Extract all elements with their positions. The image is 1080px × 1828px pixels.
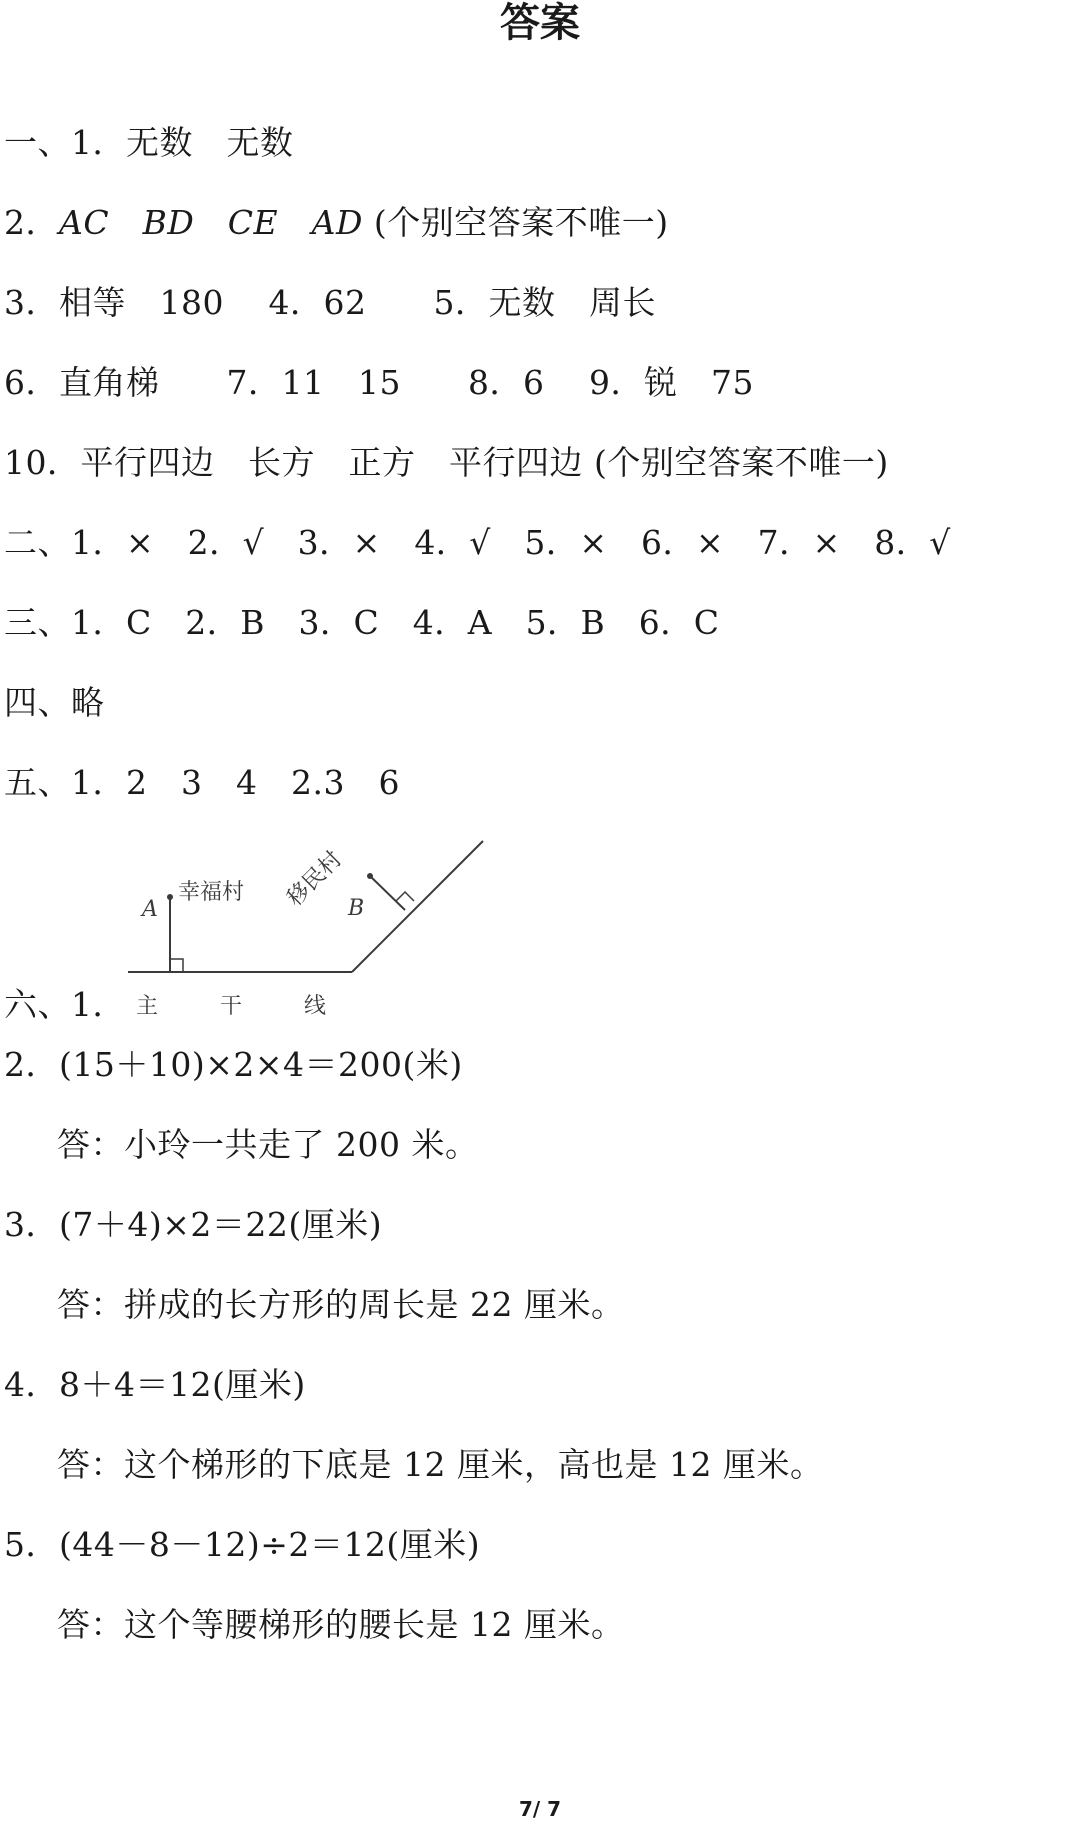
branch-road-line: [352, 841, 483, 972]
point-a-label: A: [142, 897, 158, 922]
road-diagram: [120, 835, 500, 1035]
answer-line-section-1-q10: 10．平行四边 长方 正方 平行四边 (个别空答案不唯一): [4, 443, 889, 482]
answer-line-section-6-q3-answer: 答：拼成的长方形的周长是 22 厘米。: [57, 1285, 625, 1324]
answer-line-section-5: 五、1．2 3 4 2.3 6: [4, 763, 400, 802]
point-b: [367, 873, 373, 879]
point-b-label: B: [348, 896, 365, 921]
q2-number: 2．: [4, 203, 59, 242]
village-b-label: 移民村: [282, 846, 347, 912]
answer-line-section-6-q3: 3．(7＋4)×2＝22(厘米): [4, 1205, 383, 1244]
answer-line-section-1-q2: [4, 203, 669, 243]
answer-line-section-6-q5: 5．(44－8－12)÷2＝12(厘米): [4, 1525, 481, 1564]
answer-line-section-1-q1: 一、1．无数 无数: [4, 123, 294, 162]
road-char-1: 主: [136, 994, 159, 1019]
point-a: [167, 894, 173, 900]
q2-segment-labels: AC BD CE AD: [59, 203, 363, 242]
answer-line-section-4: 四、略: [4, 683, 105, 722]
right-angle-mark-b: [396, 892, 414, 901]
answer-line-section-6-q1: 六、1．: [4, 985, 126, 1024]
page-number: 7/ 7: [518, 1797, 562, 1821]
answer-line-section-1-q3-q5: 3．相等 180 4．62 5．无数 周长: [4, 283, 656, 322]
page-title: 答案: [500, 0, 580, 46]
answer-line-section-6-q2-answer: 答：小玲一共走了 200 米。: [57, 1125, 479, 1164]
road-char-2: 干: [220, 994, 243, 1019]
answer-line-section-3: 三、1．C 2．B 3．C 4．A 5．B 6．C: [4, 603, 720, 642]
q2-note: (个别空答案不唯一): [362, 203, 669, 242]
perpendicular-b: [370, 876, 405, 910]
right-angle-mark-a: [170, 959, 183, 972]
answer-line-section-2: 二、1．× 2．√ 3．× 4．√ 5．× 6．× 7．× 8．√: [4, 523, 951, 562]
answer-line-section-6-q2: 2．(15＋10)×2×4＝200(米): [4, 1045, 463, 1084]
answer-line-section-1-q6-q9: 6．直角梯 7．11 15 8．6 9．锐 75: [4, 363, 754, 402]
answer-line-section-6-q5-answer: 答：这个等腰梯形的腰长是 12 厘米。: [57, 1605, 625, 1644]
village-a-label: 幸福村: [178, 880, 245, 905]
road-char-3: 线: [304, 994, 327, 1019]
answer-line-section-6-q4-answer: 答：这个梯形的下底是 12 厘米，高也是 12 厘米。: [57, 1445, 824, 1484]
answer-line-section-6-q4: 4．8＋4＝12(厘米): [4, 1365, 306, 1404]
